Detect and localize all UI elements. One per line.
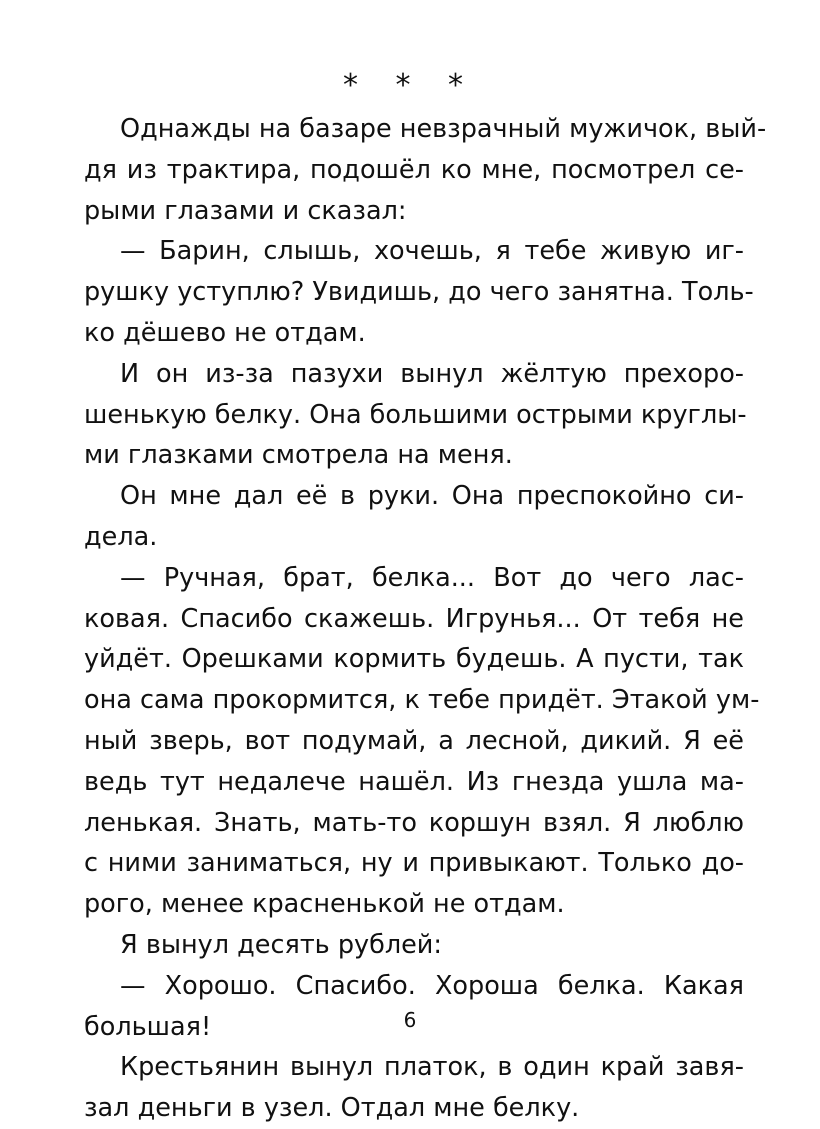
section-separator: * * * — [342, 68, 478, 103]
text-line: Он мне дал её в руки. Она преспокойно си- — [120, 481, 744, 512]
page-number: 6 — [403, 1008, 417, 1032]
story-text — [84, 109, 767, 1129]
text-line: она сама прокормится, к тебе придёт. Этакой ум- — [84, 685, 760, 716]
text-line: — Барин, слышь, хочешь, я тебе живую иг- — [120, 236, 744, 267]
text-line: ный зверь, вот подумай, а лесной, дикий. Я её — [84, 725, 744, 756]
text-line: дя из трактира, подошёл ко мне, посмотрел се- — [84, 154, 744, 185]
text-line: ко дёшево не отдам. — [84, 317, 366, 348]
text-line: — Ручная, брат, белка... Вот до чего лас- — [120, 562, 744, 593]
text-line: рушку уступлю? Увидишь, до чего занятна. Толь- — [84, 277, 754, 308]
text-line: Крестьянин вынул платок, в один край завя- — [120, 1052, 744, 1083]
text-line: шенькую белку. Она большими острыми круглы- — [84, 399, 747, 430]
text-line: с ними заниматься, ну и привыкают. Только до- — [84, 848, 744, 879]
text-line: ми глазками смотрела на меня. — [84, 440, 513, 471]
text-line: — Хорошо. Спасибо. Хороша белка. Какая — [120, 970, 744, 1001]
text-line: ковая. Спасибо скажешь. Игрунья... От тебя не — [84, 603, 744, 634]
text-line: дела. — [84, 521, 158, 552]
text-line: рого, менее красненькой не отдам. — [84, 889, 565, 920]
text-line: Я вынул десять рублей: — [120, 929, 442, 960]
text-line: Однажды на базаре невзрачный мужичок, вый- — [120, 114, 767, 144]
text-line: рыми глазами и сказал: — [84, 195, 407, 226]
text-line: И он из-за пазухи вынул жёлтую прехоро- — [120, 358, 744, 389]
text-line: зал деньги в узел. Отдал мне белку. — [84, 1093, 580, 1124]
text-line: ведь тут недалече нашёл. Из гнезда ушла ма- — [84, 766, 744, 797]
text-line: ленькая. Знать, мать-то коршун взял. Я люблю — [84, 807, 744, 838]
text-line: уйдёт. Орешками кормить будешь. А пусти, так — [84, 644, 744, 675]
text-line: большая! — [84, 1011, 212, 1042]
